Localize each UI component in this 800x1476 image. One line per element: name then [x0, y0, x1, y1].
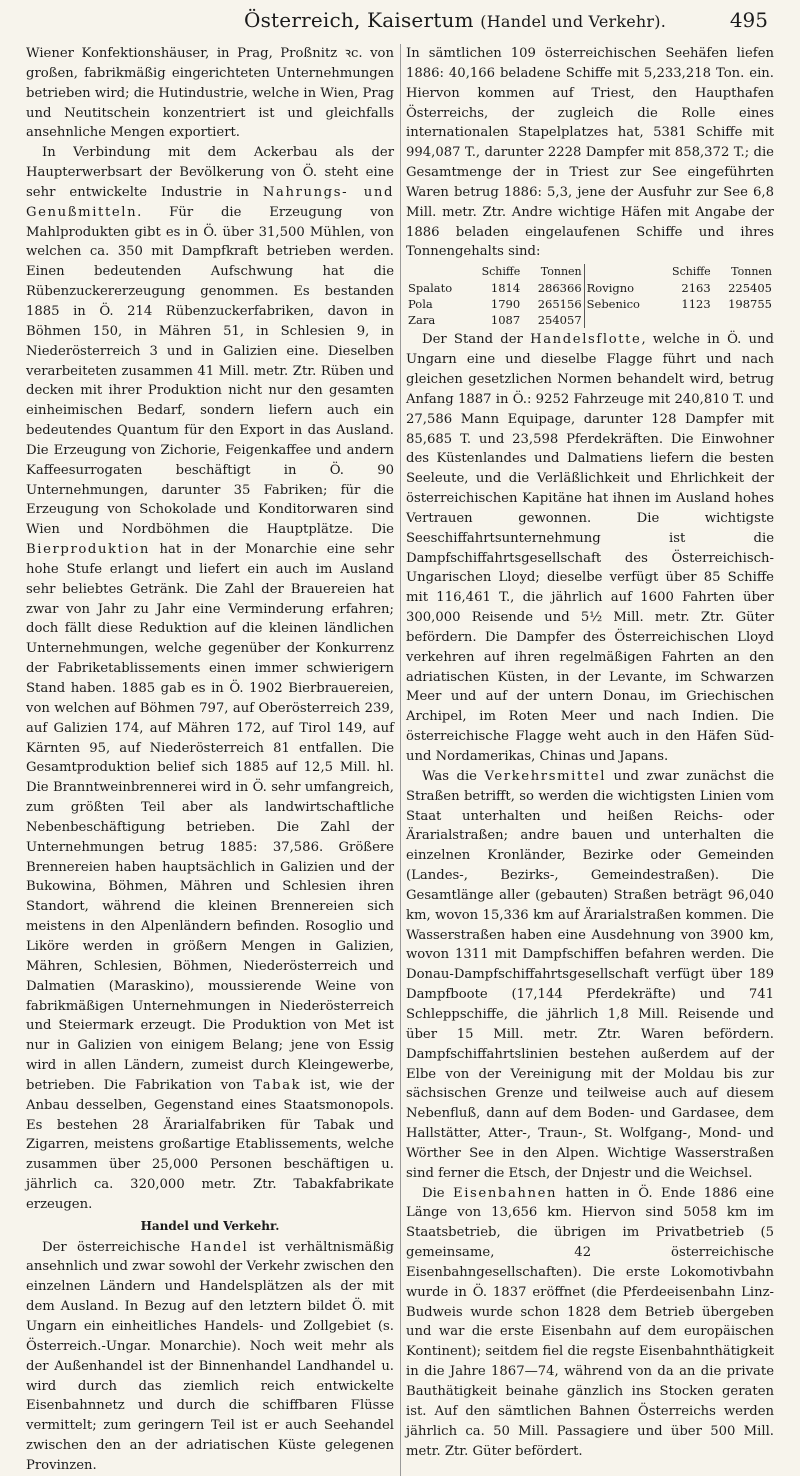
spaced-term: Handelsflotte: [530, 332, 642, 348]
text-run: Die: [422, 1185, 454, 1201]
running-head-title: Österreich, Kaisertum: [244, 8, 474, 32]
text-run: Was die: [422, 768, 485, 784]
section-heading: Handel und Verkehr.: [140, 1218, 280, 1233]
port-name: Sebenico: [584, 296, 658, 312]
port-name: [584, 312, 658, 328]
text-columns: [26, 44, 774, 1476]
cell: 198755: [728, 297, 772, 312]
cell: 2163: [681, 281, 711, 296]
text-run: und zwar zunächst die Straßen betrifft, so werden die wichtigsten Linien vom Staat unterhalten und heißen Reichs- oder Ärarialstraßen; andre bauen und unterhalten die einzelnen Kronländer, Bezirke oder Gemeinden (Landes-, Bezirks-, Gemeindestraßen). Die Gesamtlänge aller (gebauten) Straßen beträgt 96,040 km, wovon 15,336 km auf Ärarialstraßen kommen. Die Wasserstraßen haben eine Ausdehnung von 3900 km, wovon 1311 mit Dampfschiffen befahren werden. Die Donau-Dampfschiffahrtsgesellschaft verfügt über 189 Dampfboote (17,144 Pferdekräfte) und 741 Schleppschiffe, die jährlich 1,8 Mill. Reisende und über 15 Mill. metr. Ztr. Waren befördern. Dampfschiffahrtslinien bestehen außerdem auf der Elbe von der Vereinigung mit der Moldau bis zur sächsischen Grenze und teilweise auch auf diesem Nebenfluß, dann auf dem Boden- und Gardasee, dem Hallstätter, Atter-, Traun-, St. Wolfgang-, Mond- und Wörther See in den Alpen. Wichtige Wasserstraßen sind ferner die Etsch, der Dnjestr und die Weichsel.: [406, 768, 774, 1181]
table-row: [406, 312, 774, 328]
text-run: ist verhältnismäßig ansehnlich und zwar sowohl der Verkehr zwischen den einzelnen Ländern und Handelsplätzen als der mit dem Ausland. In Bezug auf den letztern bildet Ö. mit Ungarn ein einheitliches Handels- und Zollgebiet (s. Österreich.-Ungar. Monarchie). Noch weit mehr als der Außenhandel ist der Binnenhandel Landhandel u. wird durch das ziemlich reich entwickelte Eisenbahnnetz und durch die schiffbaren Flüsse vermittelt; zum geringern Teil ist er auch Seehandel zwischen den an der adriatischen Küste gelegenen Provinzen.: [26, 1239, 394, 1473]
text-run: ist, wie der Anbau desselben, Gegenstand eines Staatsmonopols. Es bestehen 28 Ärarialfabriken für Tabak und Zigarren, meistens großartige Etablissements, welche zusammen über 25,000 Personen beschäftigen u. jährlich ca. 320,000 metr. Ztr. Tabakfabrikate erzeugen.: [26, 1077, 394, 1212]
cell: 286366: [537, 281, 582, 296]
spaced-term: Handel: [190, 1239, 249, 1255]
text-run: In Verbindung mit dem Ackerbau als der Haupterwerbsart der Bevölkerung von Ö. steht eine sehr entwickelte Industrie in: [26, 145, 394, 200]
cell: 1814: [490, 281, 521, 296]
paragraph: [406, 767, 774, 1184]
cell: [658, 312, 713, 328]
column-header: Tonnen: [731, 265, 772, 279]
column-header: Tonnen: [540, 265, 582, 279]
port-name: Zara: [408, 313, 436, 328]
text-run: . Für die Erzeugung von Mahlprodukten gibt es in Ö. über 31,500 Mühlen, von welchen ca. 350 mit Dampfkraft betrieben werden. Einen bedeutenden Aufschwung hat die Rübenzuckererzeugung genommen. Es bestanden 1885 in Ö. 214 Rübenzuckerfabriken, davon in Böhmen 150, in Mähren 51, in Schlesien 9, in Niederösterreich 3 und in Galizien eine. Dieselben verarbeiteten zusammen 41 Mill. metr. Ztr. Rüben und decken mit ihrer Produktion nicht nur den gesamten einheimischen Bedarf, sondern liefern auch ein bedeutendes Quantum für den Export in das Ausland. Die Erzeugung von Zichorie, Feigenkaffee und andern Kaffeesurrogaten beschäftigt in Ö. 90 Unternehmungen, darunter 35 Fabriken; für die Erzeugung von Schokolade und Konditorwaren sind Wien und Nordböhmen die Hauptplätze. Die: [26, 204, 394, 538]
spaced-term: Bierproduktion: [26, 542, 150, 558]
spaced-term: Nahrungs- und Genußmitteln: [26, 184, 394, 220]
cell: 1790: [490, 297, 521, 312]
table-header-row: [406, 264, 774, 280]
cell: 1087: [490, 313, 521, 328]
cell: [713, 312, 774, 328]
paragraph: [406, 1184, 774, 1462]
page-header: [26, 0, 774, 44]
cell: 265156: [537, 297, 582, 312]
table-row: [406, 296, 774, 312]
running-head: [244, 8, 666, 32]
column-divider: [400, 44, 401, 1476]
port-name: Spalato: [408, 281, 453, 296]
paragraph: [26, 1238, 394, 1476]
column-header: Schiffe: [481, 265, 521, 279]
cell: 225405: [728, 281, 772, 296]
right-column: [406, 44, 774, 1476]
table-row: [406, 280, 774, 296]
running-head-subtitle: (Handel und Verkehr).: [480, 12, 667, 31]
paragraph: Wiener Konfektionshäuser, in Prag, Proßnitz ꝛc. von großen, fabrikmäßig eingerichteten Unternehmungen betrieben wird; die Hutindustrie, welche in Wien, Prag und Neutitschein konzentriert ist und gleichfalls ansehnliche Mengen exportiert.: [26, 46, 394, 141]
paragraph: In sämtlichen 109 österreichischen Seehäfen liefen 1886: 40,166 beladene Schiffe mit 5,233,218 Ton. ein. Hiervon kommen auf Triest, den Haupthafen Österreichs, der zugleich die Rolle eines internationalen Stapelplatzes hat, 5381 Schiffe mit 994,087 T., darunter 2228 Dampfer mit 858,372 T.; die Gesamtmenge der in Triest zur See eingeführten Waren betrug 1886: 5,3, jene der Ausfuhr zur See 6,8 Mill. metr. Ztr. Andre wichtige Häfen mit Angabe der 1886 beladen eingelaufenen Schiffe und ihres Tonnengehalts sind:: [406, 46, 774, 260]
text-run: Der österreichische: [42, 1239, 191, 1255]
paragraph: [26, 143, 394, 1215]
spaced-term: Tabak: [253, 1077, 302, 1093]
spaced-term: Verkehrsmittel: [484, 768, 607, 784]
text-run: hatten in Ö. Ende 1886 eine Länge von 13,656 km. Hiervon sind 5058 km im Staatsbetrieb, die übrigen im Privatbetrieb (5 gemeinsame, 42 österreichische Eisenbahngesellschaften). Die erste Lokomotivbahn wurde in Ö. 1837 eröffnet (die Pferdeeisenbahn Linz-Budweis wurde schon 1828 dem Betrieb übergeben und war die erste Eisenbahn auf dem europäischen Kontinent); seitdem fiel die regste Eisenbahnthätigkeit in die Jahre 1867—74, während von da an die private Bauthätigkeit beinahe gänzlich ins Stocken geraten ist. Auf den sämtlichen Bahnen Österreichs werden jährlich ca. 50 Mill. Passagiere und über 500 Mill. metr. Ztr. Güter befördert.: [406, 1185, 775, 1459]
ports-table: [406, 264, 774, 328]
text-run: hat in der Monarchie eine sehr hohe Stufe erlangt und liefert ein auch im Ausland sehr beliebtes Getränk. Die Zahl der Brauereien hat zwar von Jahr zu Jahr eine Verminderung erfahren; doch fällt diese Reduktion auf die kleinen ländlichen Unternehmungen, welche gegenüber der Konkurrenz der Fabriketablissements einen immer schwierigern Stand haben. 1885 gab es in Ö. 1902 Bierbrauereien, von welchen auf Böhmen 797, auf Oberösterreich 239, auf Galizien 174, auf Mähren 172, auf Tirol 149, auf Kärnten 95, auf Niederösterreich 81 entfallen. Die Gesamtproduktion belief sich 1885 auf 12,5 Mill. hl. Die Branntweinbrennerei wird in Ö. sehr umfangreich, zum größten Teil aber als landwirtschaftliche Nebenbeschäftigung betrieben. Die Zahl der Unternehmungen betrug 1885: 37,586. Größere Brennereien haben hauptsächlich in Galizien und der Bukowina, Böhmen, Mähren und Schlesien ihren Standort, während die kleinen Brennereien sich meistens in den Alpenländern befinden. Rosoglio und Liköre werden in größern Mengen in Galizien, Mähren, Schlesien, Böhmen, Niederösterreich und Dalmatien (Maraskino), moussierende Weine von fabrikmäßigen Unternehmungen in Niederösterreich und Steiermark erzeugt. Die Produktion von Met ist nur in Galizien von einigem Belang; jene von Essig wird in allen Ländern, zumeist durch Kleingewerbe, betrieben. Die Fabrikation von: [26, 542, 394, 1093]
text-run: , welche in Ö. und Ungarn eine und dieselbe Flagge führt und nach gleichen gesetzlichen Normen behandelt wird, betrug Anfang 1887 in Ö.: 9252 Fahrzeuge mit 240,810 T. und 27,586 Mann Equipage, darunter 128 Dampfer mit 85,685 T. und 23,598 Pferdekräften. Die Einwohner des Küstenlandes und Dalmatiens liefern die besten Seeleute, und die Verläßlichkeit und Ehrlichkeit der österreichischen Kapitäne hat ihnen im Ausland hohes Vertrauen gewonnen. Die wichtigste Seeschiffahrtsunternehmung ist die Dampfschiffahrtsgesellschaft des Österreichisch-Ungarischen Lloyd; dieselbe verfügt über 85 Schiffe mit 116,461 T., die jährlich auf 1600 Fahrten über 300,000 Reisende und 5½ Mill. metr. Ztr. Güter befördern. Die Dampfer des Österreichischen Lloyd verkehren auf ihren regelmäßigen Fahrten an den adriatischen Küsten, in der Levante, im Schwarzen Meer und auf der untern Donau, im Griechischen Archipel, im Roten Meer und nach Indien. Die österreichische Flagge weht auch in den Häfen Süd- und Nordamerikas, Chinas und Japans.: [406, 332, 774, 764]
column-header: Schiffe: [672, 265, 711, 279]
cell: 254057: [537, 313, 582, 328]
port-name: Pola: [408, 297, 433, 312]
text-run: Der Stand der: [422, 332, 531, 348]
page-number: 495: [729, 8, 768, 32]
cell: 1123: [681, 297, 711, 312]
port-name: Rovigno: [584, 280, 658, 296]
paragraph: [406, 330, 774, 767]
left-column: [26, 44, 394, 1476]
spaced-term: Eisenbahnen: [453, 1185, 558, 1201]
